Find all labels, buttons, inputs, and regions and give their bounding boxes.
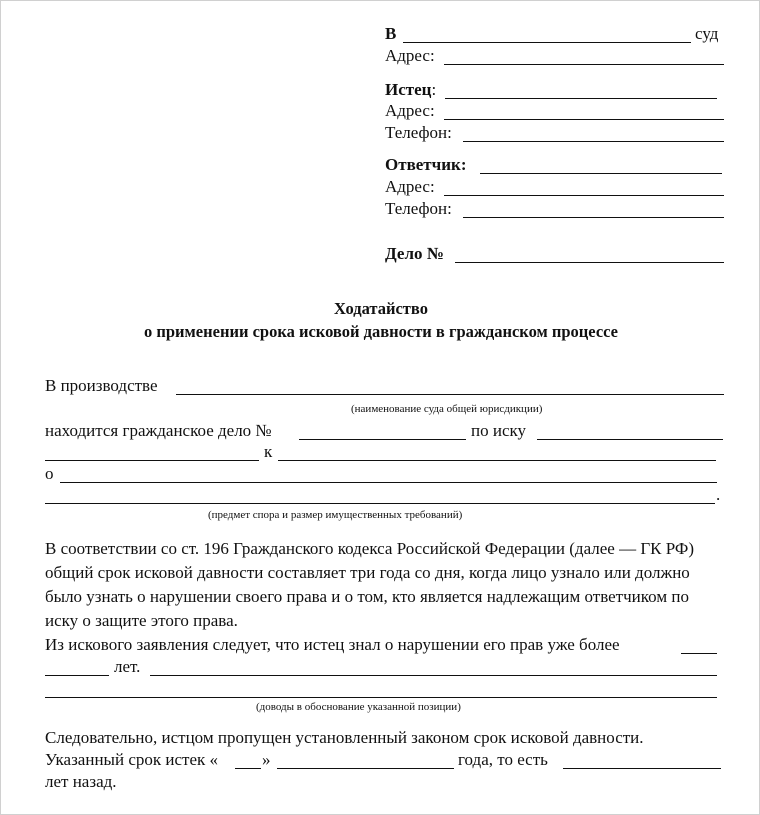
court-of-production-field[interactable] bbox=[176, 394, 724, 395]
defendant-address-field[interactable] bbox=[444, 195, 724, 196]
court-address-label: Адрес: bbox=[385, 46, 435, 65]
expiry-day-field[interactable] bbox=[235, 768, 261, 769]
plaintiff-phone-field[interactable] bbox=[463, 141, 724, 142]
court-address-field[interactable] bbox=[444, 64, 724, 65]
reasons-hint: (доводы в обоснование указанной позиции) bbox=[256, 701, 461, 713]
expiry-month-field[interactable] bbox=[277, 768, 454, 769]
year-word-label: года, то есть bbox=[458, 750, 548, 769]
case-pending-label: находится гражданское дело № bbox=[45, 421, 272, 440]
defendant-field[interactable] bbox=[278, 460, 716, 461]
plaintiff-phone-label: Телефон: bbox=[385, 123, 452, 142]
defendant-address-label: Адрес: bbox=[385, 177, 435, 196]
plaintiff-label bbox=[385, 80, 436, 100]
reasons-field[interactable] bbox=[150, 675, 717, 676]
court-suffix: суд bbox=[695, 24, 719, 43]
years-count-field[interactable] bbox=[681, 653, 717, 654]
defendant-phone-label: Телефон: bbox=[385, 199, 452, 218]
reasons-continued-field[interactable] bbox=[45, 697, 717, 698]
years-ago-label: лет назад. bbox=[45, 772, 117, 791]
defendant-phone-field[interactable] bbox=[463, 217, 724, 218]
in-production-label: В производстве bbox=[45, 376, 158, 395]
court-name-field[interactable] bbox=[403, 42, 691, 43]
plaintiff-address-label: Адрес: bbox=[385, 101, 435, 120]
case-number-field[interactable] bbox=[455, 262, 724, 263]
against-label: к bbox=[264, 442, 273, 461]
conclusion-text: Следовательно, истцом пропущен установленный законом срок исковой давности. bbox=[45, 728, 644, 747]
subject-hint: (предмет спора и размер имущественных требований) bbox=[208, 509, 463, 521]
court-prefix: В bbox=[385, 24, 397, 43]
claimant-continued-field[interactable] bbox=[45, 460, 259, 461]
subject-continued-field[interactable] bbox=[45, 503, 715, 504]
expired-label: Указанный срок истек « bbox=[45, 750, 218, 769]
years-label: лет. bbox=[114, 657, 141, 676]
plaintiff-colon: : bbox=[431, 80, 437, 99]
on-claim-label: по иску bbox=[471, 421, 527, 440]
court-hint: (наименование суда общей юрисдикции) bbox=[351, 403, 543, 415]
claim-statement-text: Из искового заявления следует, что истец знал о нарушении его прав уже более bbox=[45, 635, 620, 654]
claimant-field[interactable] bbox=[537, 439, 723, 440]
plaintiff-label-text: Истец bbox=[385, 80, 432, 99]
case-number-label: Дело № bbox=[385, 244, 444, 263]
defendant-name-field[interactable] bbox=[480, 173, 722, 174]
document-title: Ходатайство bbox=[334, 299, 428, 318]
statute-paragraph: В соответствии со ст. 196 Гражданского кодекса Российской Федерации (далее — ГК РФ) общий срок исковой давности составляет три года со дня, когда лицо узнало или должно было узнать о нарушении своего права и о том, кто является надлежащим ответчиком по иску о защите этого права. bbox=[45, 539, 695, 630]
civil-case-number-field[interactable] bbox=[299, 439, 466, 440]
defendant-label: Ответчик: bbox=[385, 155, 467, 174]
years-ago-field[interactable] bbox=[563, 768, 721, 769]
quote-close: » bbox=[262, 750, 271, 769]
years-count-continued-field[interactable] bbox=[45, 675, 109, 676]
plaintiff-name-field[interactable] bbox=[445, 98, 717, 99]
subject-period: . bbox=[716, 485, 721, 504]
about-label: о bbox=[45, 464, 54, 483]
document-subtitle: о применении срока исковой давности в гражданском процессе bbox=[143, 322, 619, 341]
plaintiff-address-field[interactable] bbox=[444, 119, 724, 120]
subject-field[interactable] bbox=[60, 482, 717, 483]
